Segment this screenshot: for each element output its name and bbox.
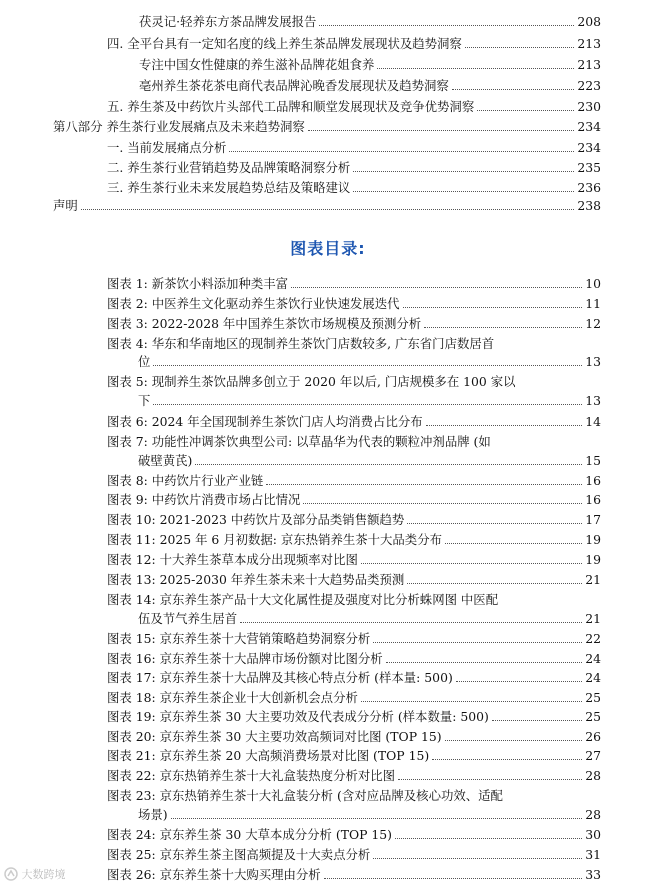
toc-entry-label: 三. 养生茶行业未来发展趋势总结及策略建议: [107, 180, 351, 195]
toc-entry-label: 四. 全平台具有一定知名度的线上养生茶品牌发展现状及趋势洞察: [107, 36, 462, 51]
dot-leader: [291, 287, 582, 288]
figure-entry[interactable]: [107, 707, 601, 726]
figure-entry-label[interactable]: 图表 7: 功能性冲调茶饮典型公司: 以草晶华为代表的颗粒冲剂品牌 (如: [107, 434, 491, 449]
dot-leader: [407, 523, 582, 524]
dot-leader: [403, 307, 583, 308]
dot-leader: [319, 25, 574, 26]
figure-entry-label: 图表 19: 京东养生茶 30 大主要功效及代表成分分析 (样本数量: 500): [107, 709, 489, 724]
watermark: [4, 866, 66, 884]
toc-entry-page: 234: [577, 140, 601, 155]
figure-entry-page: 24: [585, 651, 601, 666]
dot-leader: [361, 563, 582, 564]
figure-entry[interactable]: [107, 314, 601, 333]
dot-leader: [240, 622, 582, 623]
dot-leader: [153, 404, 582, 405]
figures-title: 图表目录:: [290, 239, 366, 258]
toc-entry-page: 213: [577, 36, 601, 51]
dot-leader: [353, 171, 574, 172]
dot-leader: [153, 365, 582, 366]
toc-entry-label: 亳州养生茶花茶电商代表品牌沁晚香发展现状及趋势洞察: [139, 78, 449, 93]
figure-entry-page: 28: [585, 807, 601, 822]
figure-entry-label: 图表 25: 京东养生茶主图高频提及十大卖点分析: [107, 847, 371, 862]
figure-entry[interactable]: [107, 688, 601, 707]
figure-entry-page: 25: [585, 690, 601, 705]
dot-leader: [353, 191, 574, 192]
dot-leader: [432, 759, 582, 760]
toc-entry[interactable]: [53, 196, 601, 215]
dot-leader: [229, 151, 574, 152]
figure-entry[interactable]: [107, 668, 601, 687]
dot-leader: [445, 740, 583, 741]
figure-entry-label-cont: 破壁黄芪): [138, 453, 193, 468]
figure-entry-page: 16: [585, 492, 601, 507]
figure-entry[interactable]: [107, 471, 601, 490]
toc-entry-page: 238: [577, 198, 601, 213]
figure-entry-label: 图表 13: 2025-2030 年养生茶未来十大趋势品类预测: [107, 572, 405, 587]
dot-leader: [195, 464, 582, 465]
watermark-logo-icon: [4, 867, 18, 884]
figure-entry[interactable]: [138, 609, 601, 628]
toc-entry-page: 236: [577, 180, 601, 195]
figure-entry[interactable]: [107, 412, 601, 431]
figure-entry[interactable]: [107, 865, 601, 884]
toc-entry[interactable]: [139, 12, 601, 31]
figure-entry-page: 25: [585, 709, 601, 724]
figure-entry[interactable]: [138, 805, 601, 824]
figure-entry[interactable]: [107, 274, 601, 293]
figure-entry[interactable]: [107, 510, 601, 529]
toc-entry-label: 第八部分 养生茶行业发展痛点及未来趋势洞察: [53, 119, 305, 134]
dot-leader: [465, 47, 575, 48]
figure-entry-label: 图表 1: 新茶饮小料添加种类丰富: [107, 276, 289, 291]
dot-leader: [324, 878, 583, 879]
figure-entry-page: 28: [585, 768, 601, 783]
toc-entry-label: 专注中国女性健康的养生滋补品牌花姐食养: [139, 57, 375, 72]
toc-entry-label: 茯灵记·轻养东方茶品牌发展报告: [139, 14, 317, 29]
figure-entry-label: 图表 20: 京东养生茶 30 大主要功效高频词对比图 (TOP 15): [107, 729, 442, 744]
figure-entry[interactable]: [107, 570, 601, 589]
figure-entry[interactable]: [107, 550, 601, 569]
toc-entry-label: 一. 当前发展痛点分析: [107, 140, 227, 155]
watermark-text: 大数跨境: [21, 868, 66, 881]
figure-entry-page: 19: [585, 532, 601, 547]
figure-entry-label: 图表 17: 京东养生茶十大品牌及其核心特点分析 (样本量: 500): [107, 670, 453, 685]
toc-entry-label: 二. 养生茶行业营销趋势及品牌策略洞察分析: [107, 160, 351, 175]
figure-entry-label[interactable]: 图表 4: 华东和华南地区的现制养生茶饮门店数较多, 广东省门店数居首: [107, 336, 495, 351]
dot-leader: [361, 701, 582, 702]
figure-entry-label: 图表 22: 京东热销养生茶十大礼盒装热度分析对比图: [107, 768, 396, 783]
figure-entry-label-cont: 场景): [138, 807, 168, 822]
figure-entry-page: 13: [585, 393, 601, 408]
dot-leader: [426, 425, 583, 426]
toc-entry-page: 223: [577, 78, 601, 93]
toc-entry[interactable]: [107, 178, 601, 197]
dot-leader: [386, 662, 583, 663]
figure-entry[interactable]: [138, 451, 601, 470]
dot-leader: [373, 858, 582, 859]
figure-entry-page: 21: [585, 611, 601, 626]
figure-entry-page: 31: [585, 847, 601, 862]
figure-entry-page: 27: [585, 748, 601, 763]
figure-entry[interactable]: [107, 530, 601, 549]
toc-entry[interactable]: [107, 138, 601, 157]
figure-entry-label: 图表 16: 京东养生茶十大品牌市场份额对比图分析: [107, 651, 383, 666]
figure-entry-page: 24: [585, 670, 601, 685]
dot-leader: [445, 543, 582, 544]
figure-entry-label: 图表 21: 京东养生茶 20 大高频消费场景对比图 (TOP 15): [107, 748, 430, 763]
toc-entry[interactable]: [107, 158, 601, 177]
figure-entry-page: 19: [585, 552, 601, 567]
figure-entry-page: 17: [585, 512, 601, 527]
figure-entry[interactable]: [107, 746, 601, 765]
dot-leader: [424, 327, 582, 328]
toc-entry-page: 230: [577, 99, 601, 114]
figure-entry-label: 图表 8: 中药饮片行业产业链: [107, 473, 264, 488]
figure-entry-label: 图表 24: 京东养生茶 30 大草本成分分析 (TOP 15): [107, 827, 393, 842]
figure-entry-label: 图表 3: 2022-2028 年中国养生茶饮市场规模及预测分析: [107, 316, 422, 331]
figure-entry-label: 图表 18: 京东养生茶企业十大创新机会点分析: [107, 690, 358, 705]
figure-entry-page: 14: [585, 414, 601, 429]
dot-leader: [398, 779, 582, 780]
figure-entry-label: 图表 12: 十大养生茶草本成分出现频率对比图: [107, 552, 358, 567]
dot-leader: [81, 209, 575, 210]
figure-entry-label: 图表 6: 2024 年全国现制养生茶饮门店人均消费占比分布: [107, 414, 423, 429]
toc-entry[interactable]: [53, 117, 601, 136]
toc-entry[interactable]: [139, 76, 601, 95]
figure-entry-label[interactable]: 图表 23: 京东热销养生茶十大礼盒装分析 (含对应品牌及核心功效、适配: [107, 788, 503, 803]
toc-entry-label: 五. 养生茶及中药饮片头部代工品牌和顺堂发展现状及竞争优势洞察: [107, 99, 475, 114]
dot-leader: [452, 89, 575, 90]
toc-entry[interactable]: [107, 97, 601, 116]
dot-leader: [377, 68, 574, 69]
dot-leader: [308, 130, 575, 131]
figure-entry-label[interactable]: 图表 5: 现制养生茶饮品牌多创立于 2020 年以后, 门店规模多在 100 家以: [107, 374, 516, 389]
dot-leader: [395, 838, 582, 839]
figure-entry-page: 16: [585, 473, 601, 488]
dot-leader: [373, 642, 582, 643]
toc-entry[interactable]: [107, 34, 601, 53]
toc-entry-page: 208: [577, 14, 601, 29]
figure-entry-label: 图表 9: 中药饮片消费市场占比情况: [107, 492, 301, 507]
figure-entry-page: 26: [585, 729, 601, 744]
figure-entry-label: 图表 10: 2021-2023 中药饮片及部分品类销售额趋势: [107, 512, 405, 527]
figure-entry-page: 33: [585, 867, 601, 882]
figure-entry[interactable]: [107, 766, 601, 785]
figure-entry-label: 图表 15: 京东养生茶十大营销策略趋势洞察分析: [107, 631, 371, 646]
figure-entry[interactable]: [107, 294, 601, 313]
figure-entry-label: 图表 11: 2025 年 6 月初数据: 京东热销养生茶十大品类分布: [107, 532, 442, 547]
figure-entry-label-cont: 下: [138, 393, 151, 408]
toc-entry-page: 234: [577, 119, 601, 134]
figure-entry-label-cont: 位: [138, 354, 151, 369]
figure-entry-page: 22: [585, 631, 601, 646]
figure-entry-page: 30: [585, 827, 601, 842]
figure-entry[interactable]: [107, 727, 601, 746]
figure-entry-label: 图表 2: 中医养生文化驱动养生茶饮行业快速发展迭代: [107, 296, 400, 311]
toc-entry[interactable]: [139, 55, 601, 74]
figure-entry-label[interactable]: 图表 14: 京东养生茶产品十大文化属性提及强度对比分析蛛网图 中医配: [107, 592, 499, 607]
dot-leader: [477, 110, 574, 111]
figure-entry[interactable]: [107, 825, 601, 844]
dot-leader: [171, 818, 583, 819]
figure-entry[interactable]: [138, 391, 601, 410]
dot-leader: [492, 720, 582, 721]
figure-entry-page: 21: [585, 572, 601, 587]
figure-entry[interactable]: [107, 649, 601, 668]
figure-entry-page: 13: [585, 354, 601, 369]
dot-leader: [266, 484, 582, 485]
toc-entry-page: 213: [577, 57, 601, 72]
figure-entry-label: 图表 26: 京东养生茶十大购买理由分析: [107, 867, 321, 882]
figure-entry[interactable]: [107, 490, 601, 509]
figure-entry[interactable]: [138, 352, 601, 371]
figure-entry[interactable]: [107, 629, 601, 648]
figure-entry-label-cont: 伍及节气养生居首: [138, 611, 238, 626]
figure-entry[interactable]: [107, 845, 601, 864]
figure-entry-page: 15: [585, 453, 601, 468]
figure-entry-page: 11: [585, 296, 601, 311]
dot-leader: [456, 681, 582, 682]
figure-entry-page: 12: [585, 316, 601, 331]
toc-entry-label: 声明: [53, 198, 78, 213]
toc-entry-page: 235: [577, 160, 601, 175]
dot-leader: [303, 503, 582, 504]
figure-entry-page: 10: [585, 276, 601, 291]
dot-leader: [407, 583, 582, 584]
